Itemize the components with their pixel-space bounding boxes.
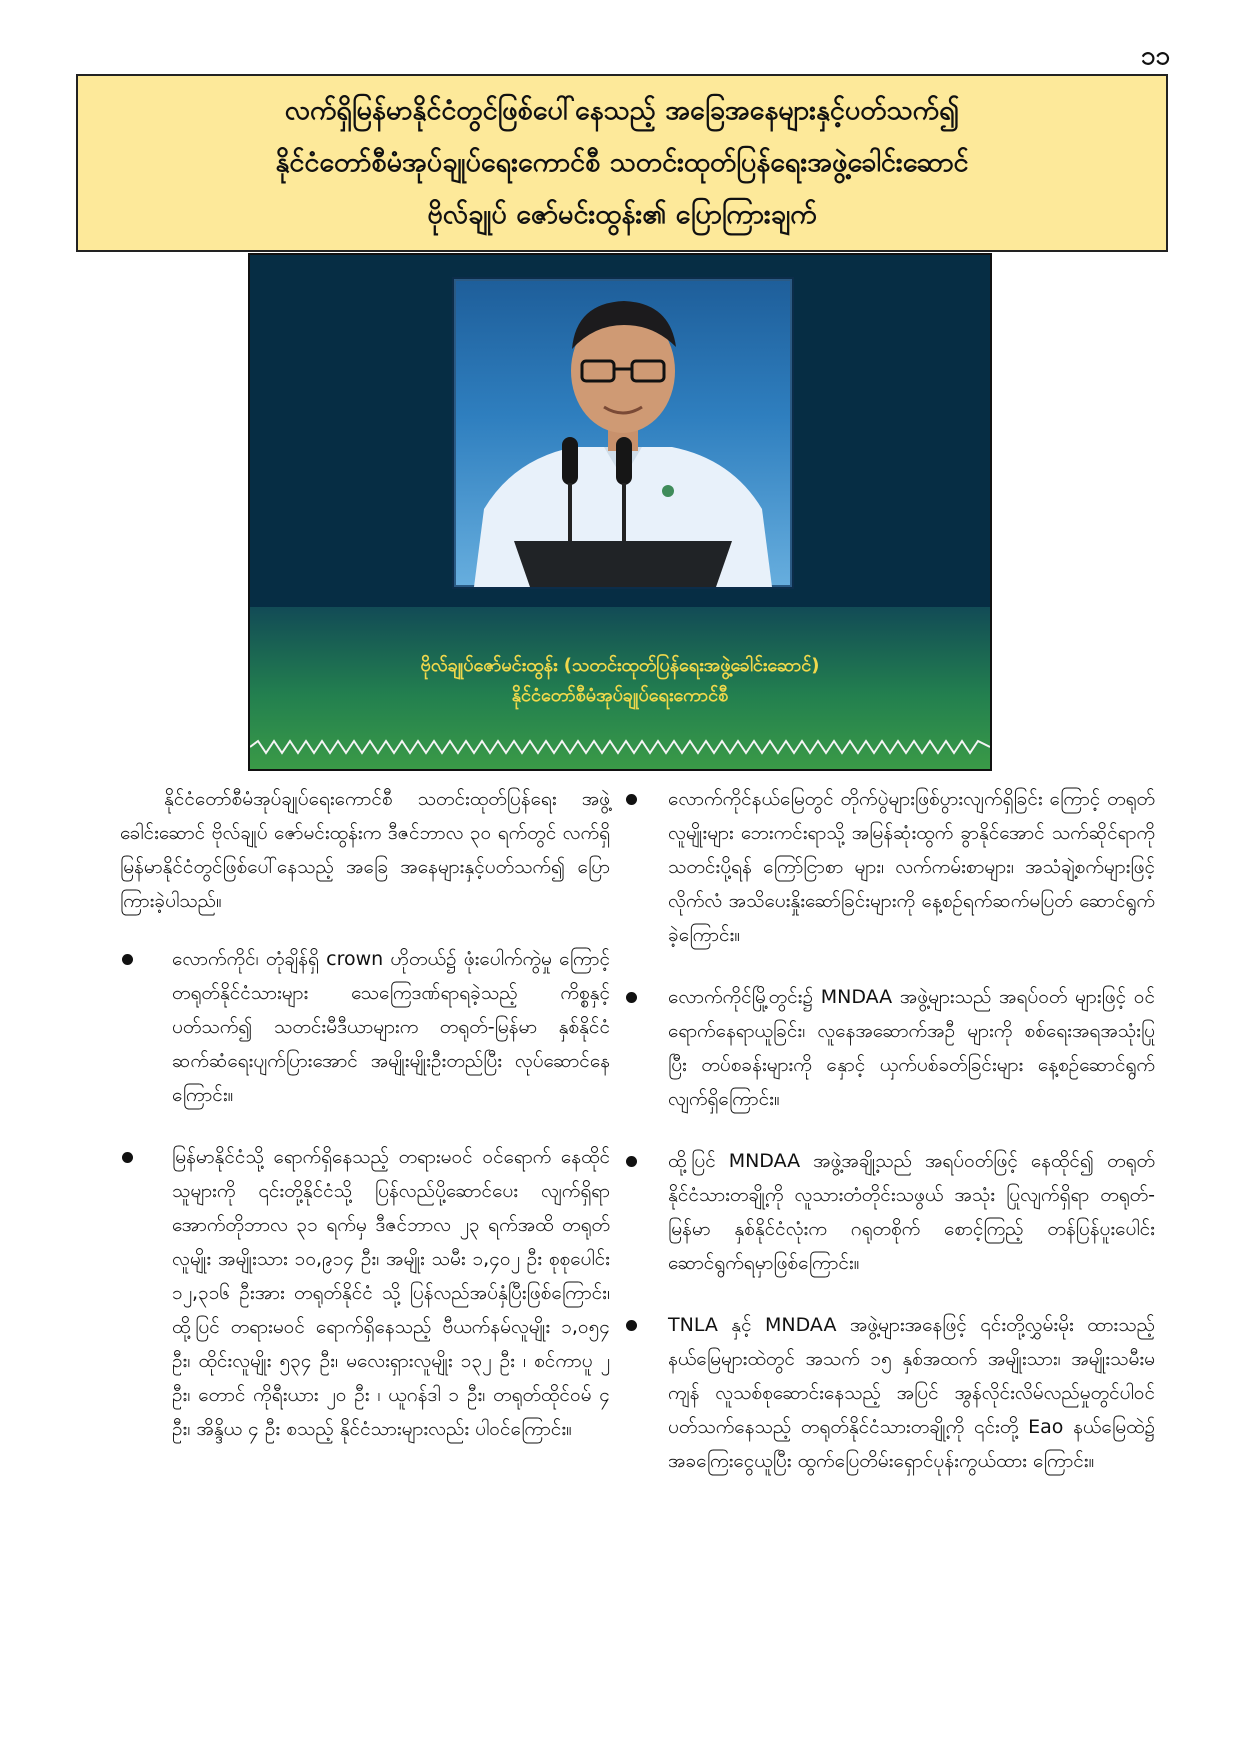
decorative-wave <box>250 737 990 757</box>
photo-caption-line-1: ဗိုလ်ချုပ်ဇော်မင်းထွန်း (သတင်းထုတ်ပြန်ရေးအဖွဲ့ခေါင်းဆောင်) <box>420 655 820 676</box>
right-bullet-list <box>630 782 1155 1478</box>
bullet-dot-icon <box>626 794 637 805</box>
right-column <box>630 782 1155 1506</box>
speaker-figure <box>454 279 792 587</box>
bullet-dot-icon <box>626 1156 637 1167</box>
bullet-dot-icon <box>122 954 133 965</box>
left-bullet-list <box>120 942 610 1446</box>
bullet-dot-icon <box>626 992 637 1003</box>
bullet-text: လောက်ကိုင်မြို့တွင်း၌ MNDAA အဖွဲ့များသည် အရပ်ဝတ် များဖြင့် ဝင်ရောက်နေရာယူခြင်း၊ လူနေအဆောက်အဦ များကို စစ်ရေးအရအသုံးပြုပြီး တပ်စခန်းများကို နှောင့် ယှက်ပစ်ခတ်ခြင်းများ နေ့စဉ်ဆောင်ရွက်လျက်ရှိကြောင်း။ <box>668 986 1155 1110</box>
left-column <box>120 782 610 1474</box>
page-number: ၁၁ <box>1140 41 1170 71</box>
bullet-text: ထို့ပြင် MNDAA အဖွဲ့အချို့သည် အရပ်ဝတ်ဖြင့် နေထိုင်၍ တရုတ်နိုင်ငံသားတချို့ကို လူသားတံတိုင်းသဖွယ် အသုံး ပြုလျက်ရှိရာ တရုတ်-မြန်မာ နှစ်နိုင်ငံလုံးက ဂရုတစိုက် စောင့်ကြည့် တန်ပြန်ပူးပေါင်းဆောင်ရွက်ရမှာဖြစ်ကြောင်း။ <box>668 1150 1155 1274</box>
bullet-dot-icon <box>626 1320 637 1331</box>
bullet-item <box>120 1140 610 1446</box>
bullet-dot-icon <box>122 1152 133 1163</box>
bullet-item <box>630 782 1155 952</box>
bullet-item <box>630 1144 1155 1280</box>
bullet-item <box>630 1308 1155 1478</box>
title-box <box>76 74 1168 252</box>
bullet-text: လောက်ကိုင်နယ်မြေတွင် တိုက်ပွဲများဖြစ်ပွားလျက်ရှိခြင်း ကြောင့် တရုတ်လူမျိုးများ ဘေးကင်းရာသို့ အမြန်ဆုံးထွက် ခွာနိုင်အောင် သက်ဆိုင်ရာကို သတင်းပို့ရန် ကြော်ငြာစာ များ၊ လက်ကမ်းစာများ၊ အသံချဲ့စက်များဖြင့် လိုက်လံ အသိပေးနှိုးဆော်ခြင်းများကို နေ့စဉ်ရက်ဆက်မပြတ် ဆောင်ရွက်ခဲ့ကြောင်း။ <box>668 788 1155 946</box>
title-line-3: ဗိုလ်ချုပ် ဇော်မင်းထွန်း၏ ပြောကြားချက် <box>427 199 817 230</box>
speaker-photo <box>248 253 992 771</box>
bullet-text: TNLA နှင့် MNDAA အဖွဲ့များအနေဖြင့် ၎င်းတို့လွှမ်းမိုး ထားသည့် နယ်မြေများထဲတွင် အသက် ၁၅ နှစ်အထက် အမျိုးသား၊ အမျိုးသမီးမကျန် လူသစ်စုဆောင်းနေသည့် အပြင် အွန်လိုင်းလိမ်လည်မှုတွင်ပါဝင်ပတ်သက်နေသည့် တရုတ်နိုင်ငံသားတချို့ကို ၎င်းတို့ Eao နယ်မြေထဲ၌ အခကြေးငွေယူပြီး ထွက်ပြေတိမ်းရှောင်ပုန်းကွယ်ထား ကြောင်း။ <box>668 1314 1155 1472</box>
title-line-1: လက်ရှိမြန်မာနိုင်ငံတွင်ဖြစ်ပေါ်နေသည့် အခြေအနေများနှင့်ပတ်သက်၍ <box>284 95 960 126</box>
speaker-screen <box>452 277 794 589</box>
title-line-2: နိုင်ငံတော်စီမံအုပ်ချုပ်ရေးကောင်စီ သတင်းထုတ်ပြန်ရေးအဖွဲ့ခေါင်းဆောင် <box>275 147 969 178</box>
bullet-text: လောက်ကိုင်၊ တုံချိန်ရှိ crown ဟိုတယ်၌ ဖုံးပေါက်ကွဲမှု ကြောင့် တရုတ်နိုင်ငံသားများ သေကြေဒဏ်ရာရခဲ့သည့် ကိစ္စနှင့်ပတ်သက်၍ သတင်းမီဒီယာများက တရုတ်-မြန်မာ နှစ်နိုင်ငံဆက်ဆံရေးပျက်ပြားအောင် အမျိုးမျိုးဦးတည်ပြီး လုပ်ဆောင်နေကြောင်း။ <box>172 948 610 1106</box>
bullet-text: မြန်မာနိုင်ငံသို့ ရောက်ရှိနေသည့် တရားမဝင် ဝင်ရောက် နေထိုင်သူများကို ၎င်းတို့နိုင်ငံသို့ ပြန်လည်ပို့ဆောင်ပေး လျက်ရှိရာ အောက်တိုဘာလ ၃၁ ရက်မှ ဒီဇင်ဘာလ ၂၃ ရက်အထိ တရုတ်လူမျိုး အမျိုးသား ၁၀,၉၁၄ ဦး၊ အမျိုး သမီး ၁,၄၀၂ ဦး စုစုပေါင်း ၁၂,၃၁၆ ဦးအား တရုတ်နိုင်ငံ သို့ ပြန်လည်အပ်နှံပြီးဖြစ်ကြောင်း၊ ထို့ပြင် တရားမဝင် ရောက်ရှိနေသည့် ဗီယက်နမ်လူမျိုး ၁,၀၅၄ ဦး၊ ထိုင်းလူမျိုး ၅၃၄ ဦး၊ မလေးရှားလူမျိုး ၁၃၂ ဦး ၊ စင်ကာပူ ၂ ဦး၊ တောင် ကိုရီးယား ၂၀ ဦး ၊ ယူဂန်ဒါ ၁ ဦး၊ တရုတ်ထိုင်ဝမ် ၄ ဦး၊ အိန္ဒိယ ၄ ဦး စသည့် နိုင်ငံသားများလည်း ပါဝင်ကြောင်း။ <box>172 1146 610 1440</box>
photo-caption-line-2: နိုင်ငံတော်စီမံအုပ်ချုပ်ရေးကောင်စီ <box>511 685 729 706</box>
bullet-item <box>630 980 1155 1116</box>
intro-paragraph: နိုင်ငံတော်စီမံအုပ်ချုပ်ရေးကောင်စီ သတင်းထုတ်ပြန်ရေး အဖွဲ့ခေါင်းဆောင် ဗိုလ်ချုပ် ဇော်မင်းထွန်းက ဒီဇင်ဘာလ ၃၀ ရက်တွင် လက်ရှိမြန်မာနိုင်ငံတွင်ဖြစ်ပေါ်နေသည့် အခြေ အနေများနှင့်ပတ်သက်၍ ပြောကြားခဲ့ပါသည်။ <box>120 788 610 912</box>
bullet-item <box>120 942 610 1112</box>
